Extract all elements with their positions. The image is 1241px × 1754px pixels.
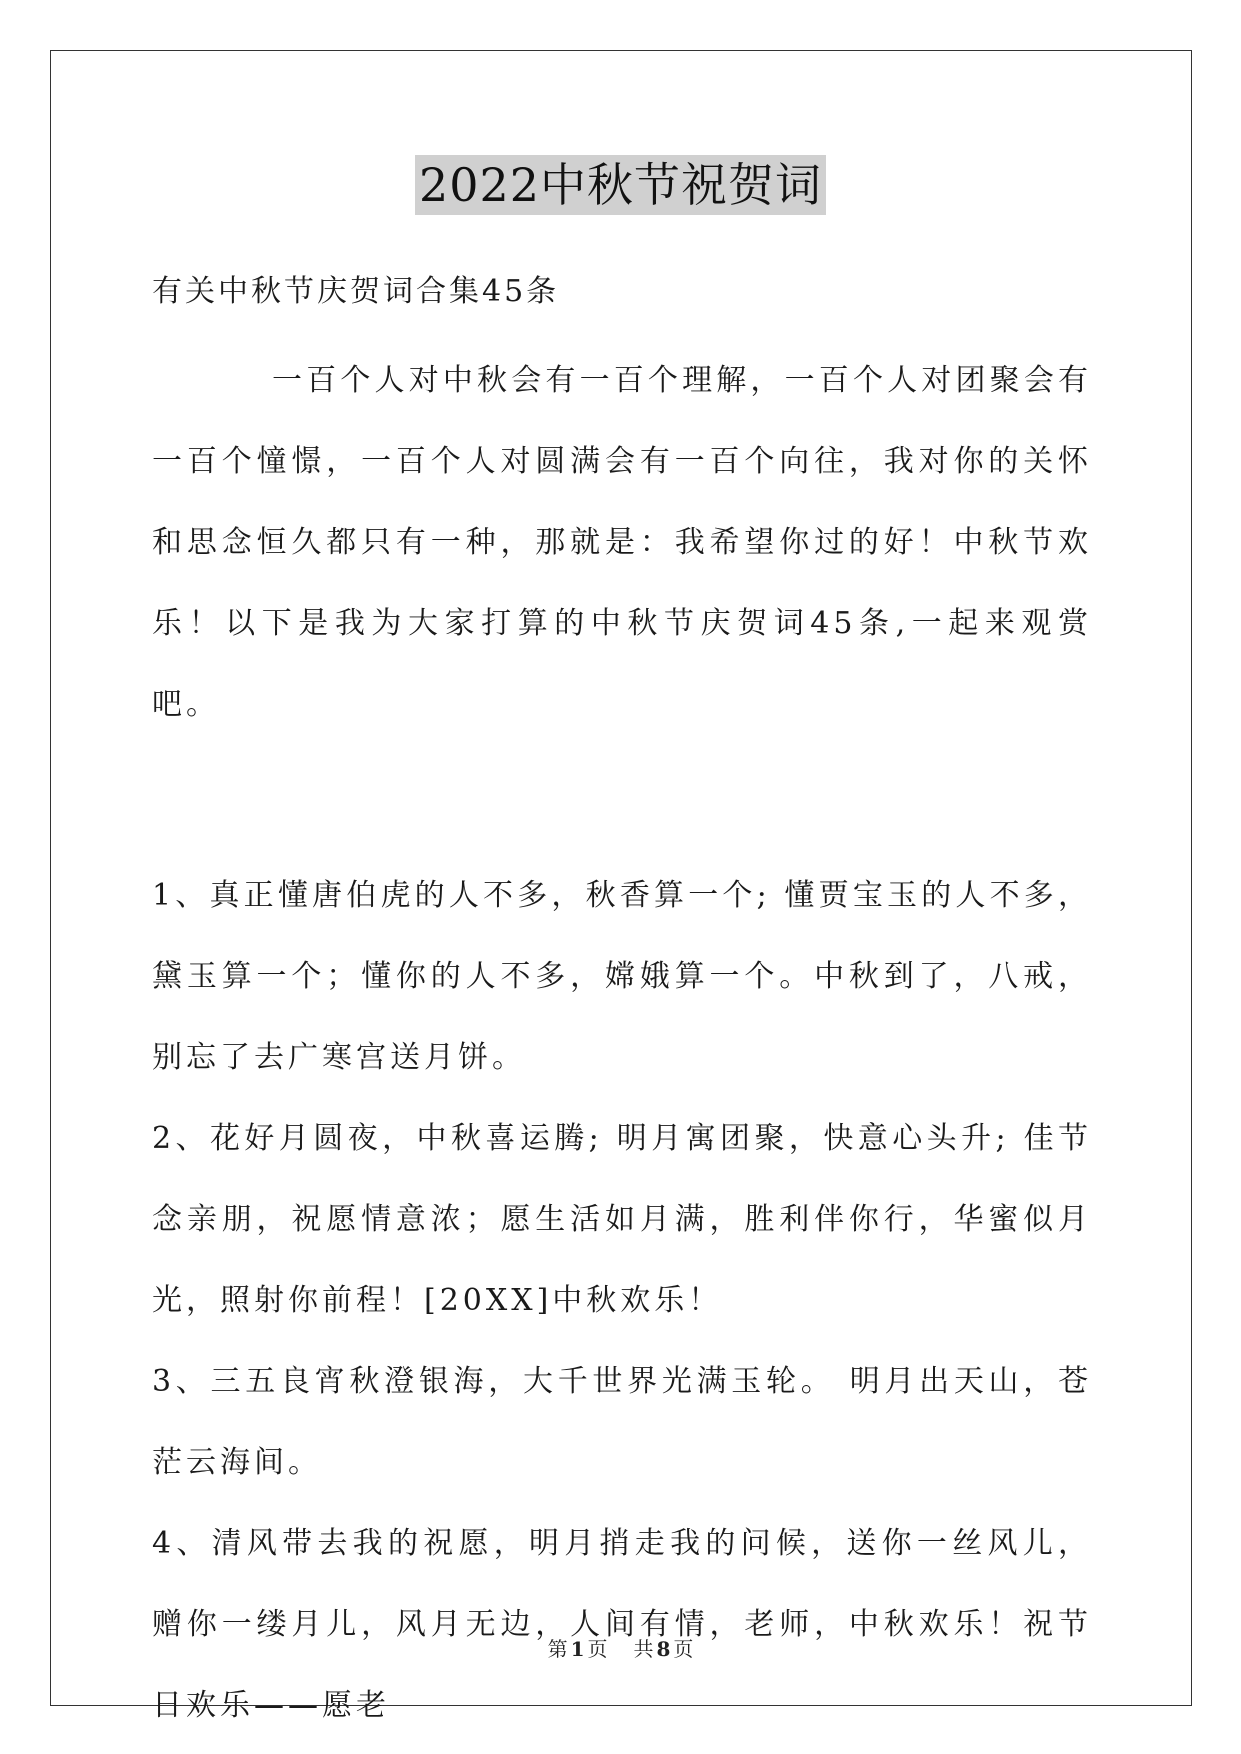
paragraph-gap (152, 745, 1092, 855)
total-prefix: 共 (633, 1637, 654, 1661)
document-title: 2022中秋节祝贺词 (415, 155, 826, 215)
total-suffix: 页 (673, 1637, 694, 1661)
title-container (0, 155, 1241, 215)
document-subtitle: 有关中秋节庆贺词合集45条 (152, 274, 560, 309)
greeting-item-2: 2、花好月圆夜，中秋喜运腾; 明月寓团聚，快意心头升; 佳节念亲朋，祝愿情意浓；愿生活如月满，胜利伴你行，华蜜似月光，照射你前程！[20XX]中秋欢乐！ (152, 1121, 1092, 1318)
page-current: 1 (570, 1637, 585, 1661)
page-footer (0, 1636, 1241, 1662)
document-body (152, 262, 1092, 1746)
page-total: 8 (656, 1637, 671, 1661)
intro-paragraph: 一百个人对中秋会有一百个理解，一百个人对团聚会有一百个憧憬，一百个人对圆满会有一百个向往，我对你的关怀和思念恒久都只有一种，那就是：我希望你过的好！中秋节欢乐！以下是我为大家打算的中秋节庆贺词45条,一起来观赏吧。 (152, 363, 1092, 722)
page-suffix: 页 (587, 1637, 608, 1661)
greeting-item-1: 1、真正懂唐伯虎的人不多，秋香算一个; 懂贾宝玉的人不多，黛玉算一个；懂你的人不多，嫦娥算一个。中秋到了，八戒，别忘了去广寒宫送月饼。 (152, 878, 1092, 1075)
greeting-item-3: 3、三五良宵秋澄银海，大千世界光满玉轮。 明月出天山，苍茫云海间。 (152, 1364, 1092, 1480)
greeting-item-4: 4、清风带去我的祝愿，明月捎走我的问候，送你一丝风儿，赠你一缕月儿，风月无边，人间有情，老师，中秋欢乐！祝节日欢乐——愿老 (152, 1526, 1092, 1723)
page-prefix: 第 (547, 1637, 568, 1661)
